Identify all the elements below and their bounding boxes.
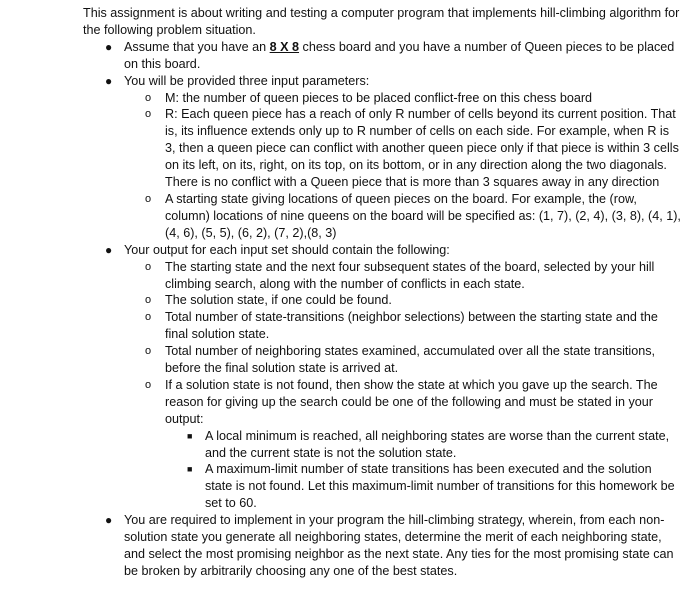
- bullet-icon: ●: [105, 39, 113, 54]
- list-item-board: ● Assume that you have an 8 X 8 chess board and you have a number of Queen pieces to be placed on this board.: [105, 39, 675, 71]
- sub-item-solution: o The solution state, if one could be found.: [145, 293, 392, 308]
- circle-bullet-icon: o: [145, 311, 152, 324]
- intro-paragraph: This assignment is about writing and testing a computer program that implements hill-climbing algorithm for the following problem situation.: [83, 6, 680, 37]
- square-bullet-icon: ■: [187, 464, 193, 475]
- sub-item-not-found: o If a solution state is not found, then show the state at which you gave up the search. The reason for giving up the search could be one of the following and must be stated in your output:: [145, 377, 658, 426]
- circle-bullet-icon: o: [145, 294, 152, 307]
- circle-bullet-icon: o: [145, 108, 152, 121]
- bullet-icon: ●: [105, 73, 113, 88]
- circle-bullet-icon: o: [145, 345, 152, 358]
- sub-sub-item-local-minimum: ■ A local minimum is reached, all neighboring states are worse than the current state, and the current state is not the solution state.: [187, 428, 670, 460]
- sub-item-neighbors: o Total number of neighboring states examined, accumulated over all the state transitions, before the final solution state is arrived at.: [145, 344, 656, 376]
- list-item-output: ● Your output for each input set should contain the following:: [105, 242, 450, 257]
- main-list: [83, 39, 682, 580]
- circle-bullet-icon: o: [145, 91, 152, 104]
- sub-item-m: o M: the number of queen pieces to be placed conflict-free on this chess board: [145, 90, 593, 105]
- sub-sub-item-max-limit: ■ A maximum-limit number of state transitions has been executed and the solution state is not found. Let this maximum-limit number of transitions for this homework be set to 60.: [187, 462, 675, 511]
- sub-item-r: o R: Each queen piece has a reach of only R number of cells beyond its current position. That is, its influence extends only up to R number of cells on each side. For example, when R is 3, then a queen piece can conflict with another queen piece only if that piece is within 3 cells on its left, on its, right, on its top, on its bottom, or in any direction along the two diagonals. There is no conflict with a Queen piece that is more than 3 squares away in any direction: [145, 107, 679, 190]
- circle-bullet-icon: o: [145, 260, 152, 273]
- sub-item-start-state: o A starting state giving locations of queen pieces on the board. For example, the (row, column) locations of nine queens on the board will be specified as: (1, 7), (2, 4), (3, 8), (4, 1), (4, 6), (5, 5), (6, 2), (7, 2),(8, 3): [145, 191, 681, 240]
- list-item-implementation: ● You are required to implement in your program the hill-climbing strategy, wherein, from each non-solution state you generate all neighboring states, determine the merit of each neighboring state, and select the most promising neighbor as the next state. Any ties for the most promising state can be broken by arbitrarily choosing any one of the best states.: [105, 513, 674, 578]
- board-size: 8 X 8: [269, 39, 300, 54]
- square-bullet-icon: ■: [187, 430, 193, 441]
- sub-item-states: o The starting state and the next four subsequent states of the board, selected by your hill climbing search, along with the number of conflicts in each state.: [145, 259, 655, 291]
- bullet-icon: ●: [105, 242, 113, 257]
- sub-item-transitions: o Total number of state-transitions (neighbor selections) between the starting state and the final solution state.: [145, 310, 658, 342]
- bullet-icon: ●: [105, 513, 113, 528]
- circle-bullet-icon: o: [145, 378, 152, 391]
- circle-bullet-icon: o: [145, 192, 152, 205]
- list-item-inputs: ● You will be provided three input parameters:: [105, 73, 370, 88]
